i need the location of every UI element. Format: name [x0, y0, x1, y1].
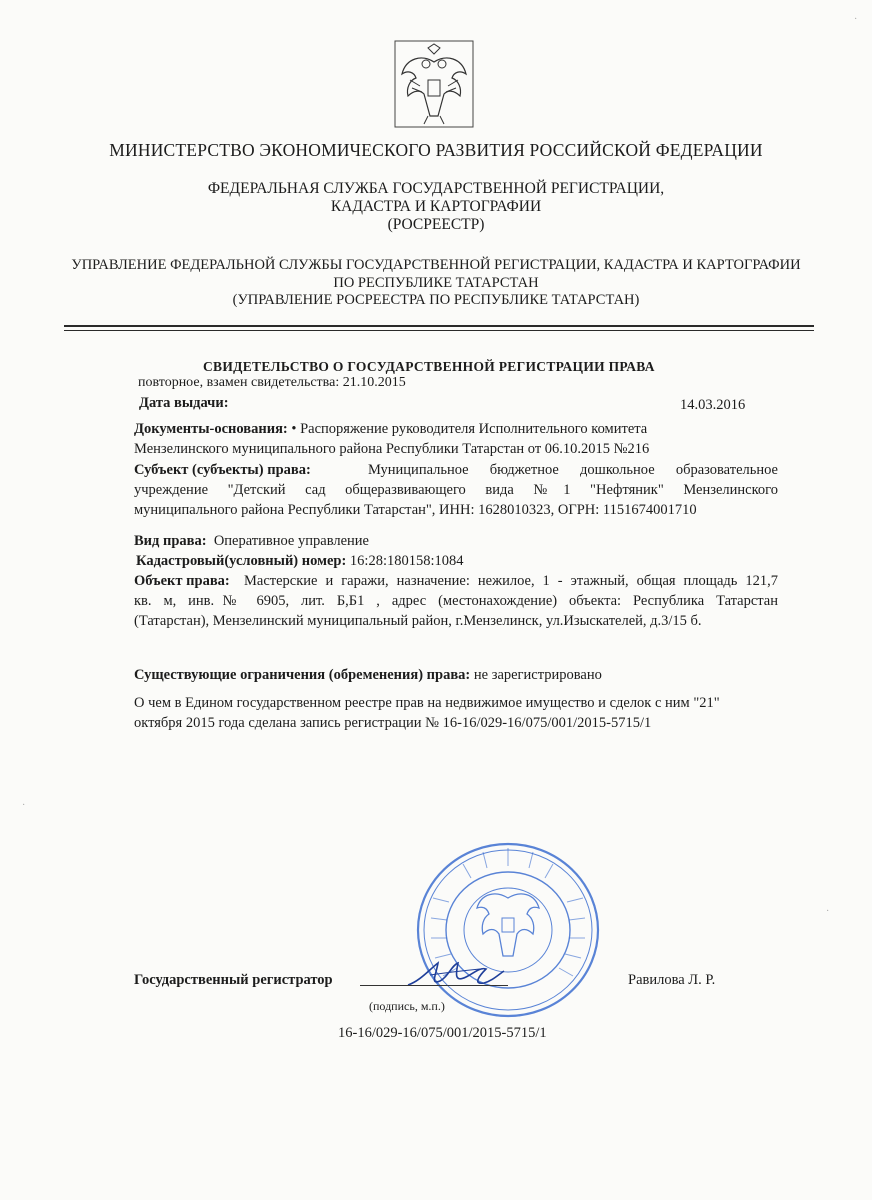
registrar-name: Равилова Л. Р.	[628, 972, 716, 988]
docs-line-2: Мензелинского муниципального района Республики Татарстан от 06.10.2015 №216	[134, 441, 650, 457]
service-line: КАДАСТРА И КАРТОГРАФИИ	[330, 198, 542, 215]
issue-date-value: 14.03.2016	[680, 397, 746, 413]
subject-label: Субъект (субъекты) права:	[134, 462, 311, 478]
corner-mark: ·	[22, 800, 26, 811]
admin-line: УПРАВЛЕНИЕ ФЕДЕРАЛЬНОЙ СЛУЖБЫ ГОСУДАРСТВЕННОЙ РЕГИСТРАЦИИ, КАДАСТРА И КАРТОГРАФИИ	[71, 257, 801, 273]
subject-line-1: Муниципальное бюджетное дошкольное образовательное	[368, 462, 778, 478]
corner-mark: ·	[854, 14, 858, 25]
object-line-2: кв. м, инв.№ 6905, лит. Б,Б1 , адрес (местонахождение) объекта: Республика Татарстан	[134, 593, 778, 609]
corner-mark: ·	[826, 906, 830, 917]
header-divider-thin	[64, 330, 814, 331]
header-divider-thick	[64, 325, 814, 327]
subject-line-2: учреждение "Детский сад общеразвивающего вида №1 "Нефтяник" Мензелинского	[134, 482, 778, 498]
repeat-note: повторное, взамен свидетельства: 21.10.2015	[138, 375, 406, 390]
coat-of-arms-icon	[394, 40, 474, 128]
admin-line: (УПРАВЛЕНИЕ РОСРЕЕСТРА ПО РЕСПУБЛИКЕ ТАТАРСТАН)	[232, 292, 640, 308]
registrar-label: Государственный регистратор	[134, 972, 333, 988]
object-line-1: Мастерские и гаражи, назначение: нежилое, 1 - этажный, общая площадь 121,7	[244, 573, 778, 589]
issue-date-label: Дата выдачи:	[139, 395, 229, 411]
object-label: Объект права:	[134, 573, 230, 589]
record-line-2: октября 2015 года сделана запись регистрации № 16-16/029-16/075/001/2015-5715/1	[134, 715, 652, 731]
signature-hint: (подпись, м.п.)	[369, 999, 445, 1013]
docs-line-1: Документы-основания: • Распоряжение руководителя Исполнительного комитета	[134, 421, 648, 437]
admin-line: ПО РЕСПУБЛИКЕ ТАТАРСТАН	[333, 274, 539, 291]
service-heading	[0, 180, 872, 234]
record-line-1: О чем в Едином государственном реестре прав на недвижимое имущество и сделок с ним "21"	[134, 695, 720, 711]
object-line-3: (Татарстан), Мензелинский муниципальный район, г.Мензелинск, ул.Изыскателей, д.3/15 б.	[134, 613, 702, 629]
ministry-heading: МИНИСТЕРСТВО ЭКОНОМИЧЕСКОГО РАЗВИТИЯ РОССИЙСКОЙ ФЕДЕРАЦИИ	[109, 140, 763, 160]
subject-line-3: муниципального района Республики Татарстан", ИНН: 1628010323, ОГРН: 1151674001710	[134, 502, 697, 518]
right-type: Вид права: Оперативное управление	[134, 533, 369, 549]
service-line: (РОСРЕЕСТР)	[387, 216, 485, 233]
record-number: 16-16/029-16/075/001/2015-5715/1	[338, 1025, 547, 1041]
certificate-title: СВИДЕТЕЛЬСТВО О ГОСУДАРСТВЕННОЙ РЕГИСТРАЦИИ ПРАВА	[203, 359, 655, 374]
service-line: ФЕДЕРАЛЬНАЯ СЛУЖБА ГОСУДАРСТВЕННОЙ РЕГИСТРАЦИИ,	[207, 180, 665, 197]
cadastral-number: Кадастровый(условный) номер: 16:28:180158:1084	[136, 553, 464, 569]
signature-line	[360, 985, 508, 986]
restrictions: Существующие ограничения (обременения) права: не зарегистрировано	[134, 667, 602, 683]
admin-heading	[0, 257, 872, 310]
signature-icon	[400, 955, 510, 995]
